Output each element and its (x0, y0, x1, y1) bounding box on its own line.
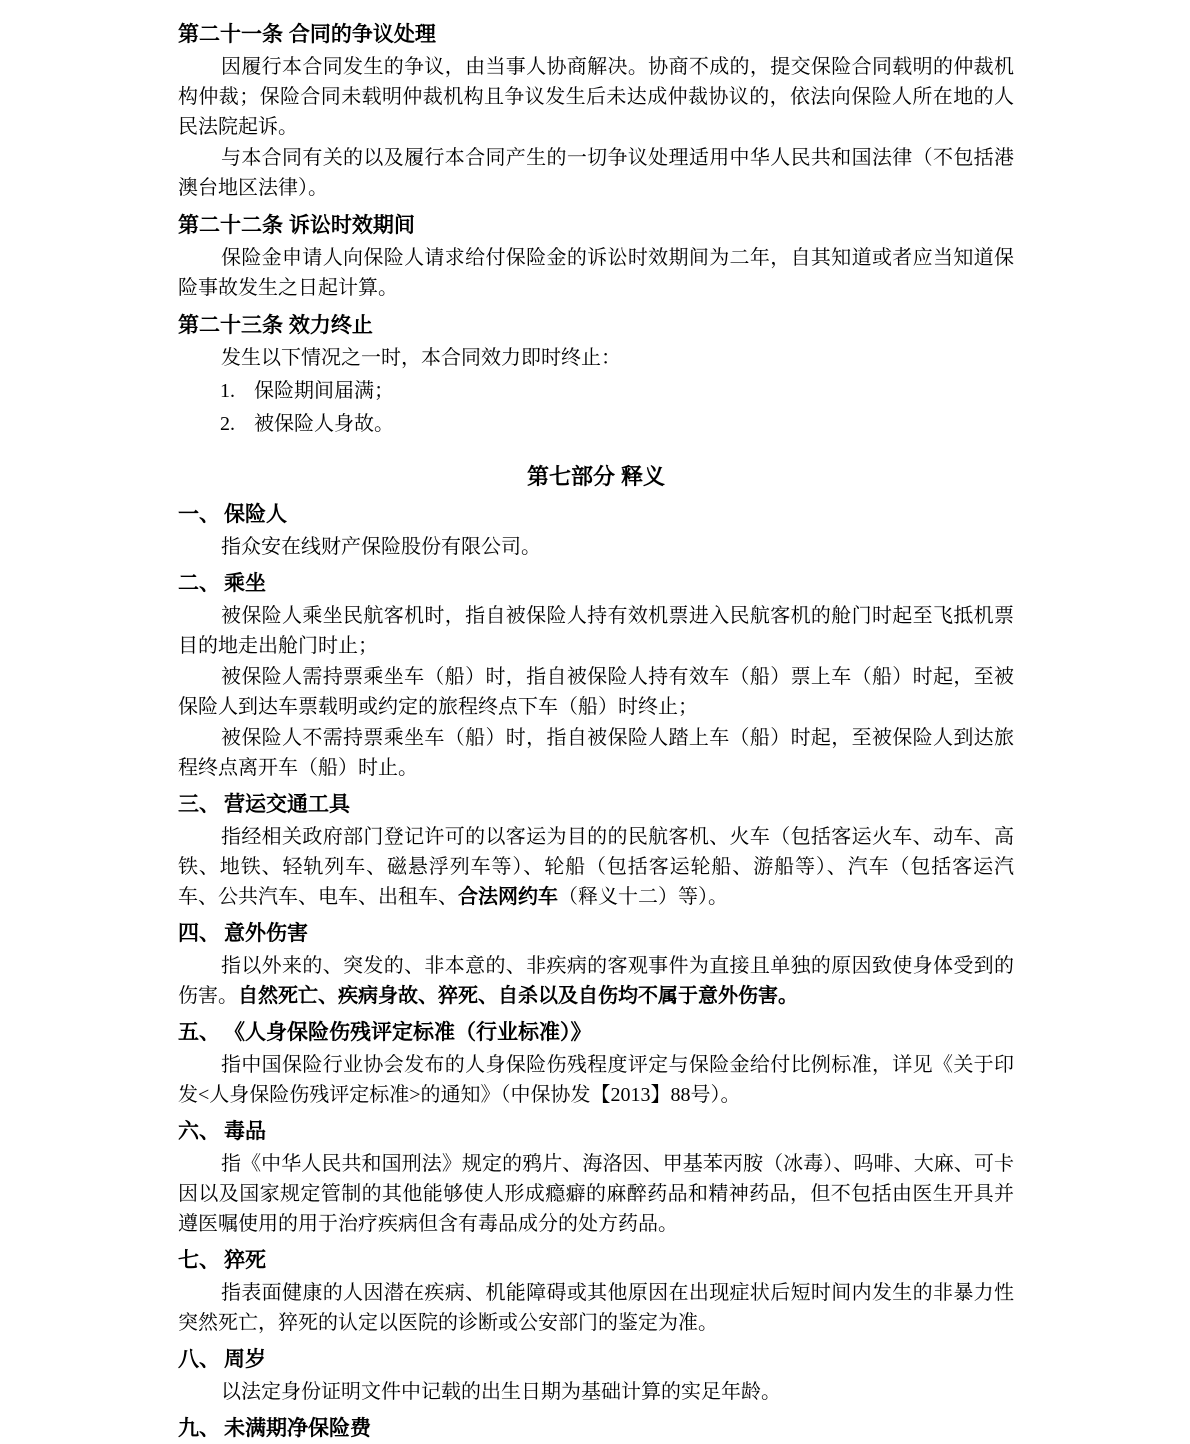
paragraph-segment: （释义十二）等）。 (558, 886, 728, 908)
definition-number: 六、 (178, 1120, 220, 1143)
definition-number: 一、 (178, 503, 220, 526)
article-22-heading: 第二十二条 诉讼时效期间 (178, 214, 415, 237)
definition-paragraph: 被保险人不需持票乘坐车（船）时，指自被保险人踏上车（船）时起，至被保险人到达旅程终点离开车（船）时止。 (178, 727, 1014, 779)
article-21-heading: 第二十一条 合同的争议处理 (178, 23, 436, 46)
paragraph-segment: 指经相关政府部门登记许可的以客运为目的的民航客机、火车（包括客运火车、动车、高铁、地铁、轻轨列车、磁悬浮列车等）、轮船（包括客运轮船、游船等）、汽车（包括客运汽车、公共汽车、电车、出租车、 (178, 826, 1014, 908)
article-21-paragraph: 与本合同有关的以及履行本合同产生的一切争议处理适用中华人民共和国法律（不包括港澳台地区法律）。 (178, 147, 1014, 199)
paragraph-segment: 指以外来的、突发的、非本意的、非疾病的客观事件为直接且单独的原因致使身体受到的伤害。 (178, 955, 1014, 1007)
definition-number: 七、 (178, 1249, 220, 1272)
list-item-number: 1. (220, 380, 235, 402)
definition-term: 猝死 (224, 1249, 266, 1272)
definition-term: 未满期净保险费 (224, 1417, 371, 1440)
definition-term: 毒品 (224, 1120, 266, 1143)
definition-heading (178, 499, 1014, 530)
definition-heading (178, 1245, 1014, 1276)
definition-paragraph (178, 822, 1014, 912)
definition-number: 五、 (178, 1021, 220, 1044)
definition-paragraph: 指中国保险行业协会发布的人身保险伤残程度评定与保险金给付比例标准，详见《关于印发<人身保险伤残评定标准>的通知》（中保协发【2013】88号）。 (178, 1054, 1014, 1106)
list-item (178, 409, 1014, 439)
list-item-number: 2. (220, 413, 235, 435)
definition-heading (178, 1413, 1014, 1444)
definition-paragraph: 指《中华人民共和国刑法》规定的鸦片、海洛因、甲基苯丙胺（冰毒）、吗啡、大麻、可卡因以及国家规定管制的其他能够使人形成瘾癖的麻醉药品和精神药品，但不包括由医生开具并遵医嘱使用的用于治疗疾病但含有毒品成分的处方药品。 (178, 1153, 1014, 1235)
definition-paragraph: 被保险人需持票乘坐车（船）时，指自被保险人持有效车（船）票上车（船）时起，至被保险人到达车票载明或约定的旅程终点下车（船）时终止； (178, 666, 1014, 718)
definition-paragraph: 指表面健康的人因潜在疾病、机能障碍或其他原因在出现症状后短时间内发生的非暴力性突然死亡，猝死的认定以医院的诊断或公安部门的鉴定为准。 (178, 1282, 1014, 1334)
definition-heading (178, 1116, 1014, 1147)
definition-paragraph: 被保险人乘坐民航客机时，指自被保险人持有效机票进入民航客机的舱门时起至飞抵机票目的地走出舱门时止； (178, 605, 1014, 657)
list-item (178, 376, 1014, 406)
definition-heading (178, 789, 1014, 820)
emphasis-bold: 合法网约车 (458, 886, 558, 908)
definition-paragraph (178, 951, 1014, 1011)
definition-term: 乘坐 (224, 572, 266, 595)
definition-heading (178, 918, 1014, 949)
definition-paragraph: 指众安在线财产保险股份有限公司。 (221, 536, 541, 558)
definition-term: 营运交通工具 (224, 793, 350, 816)
definition-number: 八、 (178, 1348, 220, 1371)
definition-heading (178, 1344, 1014, 1375)
article-22-paragraph: 保险金申请人向保险人请求给付保险金的诉讼时效期间为二年，自其知道或者应当知道保险事故发生之日起计算。 (178, 247, 1014, 299)
definition-heading (178, 1017, 1014, 1048)
definition-term: 《人身保险伤残评定标准（行业标准）》 (224, 1021, 592, 1044)
part-heading: 第七部分 释义 (526, 464, 666, 489)
list-item-text: 保险期间届满； (254, 380, 394, 402)
definition-term: 保险人 (224, 503, 287, 526)
list-item-text: 被保险人身故。 (254, 413, 394, 435)
definition-term: 周岁 (224, 1348, 266, 1371)
definition-number: 九、 (178, 1417, 220, 1440)
emphasis-bold: 自然死亡、疾病身故、猝死、自杀以及自伤均不属于意外伤害。 (238, 985, 798, 1007)
definition-heading (178, 568, 1014, 599)
definition-paragraph: 以法定身份证明文件中记载的出生日期为基础计算的实足年龄。 (221, 1381, 781, 1403)
definition-number: 三、 (178, 793, 220, 816)
article-21-paragraph: 因履行本合同发生的争议，由当事人协商解决。协商不成的，提交保险合同载明的仲裁机构仲裁；保险合同未载明仲裁机构且争议发生后未达成仲裁协议的，依法向保险人所在地的人民法院起诉。 (178, 56, 1014, 138)
article-23-paragraph: 发生以下情况之一时，本合同效力即时终止： (221, 347, 621, 369)
definition-number: 四、 (178, 922, 220, 945)
article-23-heading: 第二十三条 效力终止 (178, 314, 373, 337)
definition-term: 意外伤害 (224, 922, 308, 945)
definition-number: 二、 (178, 572, 220, 595)
